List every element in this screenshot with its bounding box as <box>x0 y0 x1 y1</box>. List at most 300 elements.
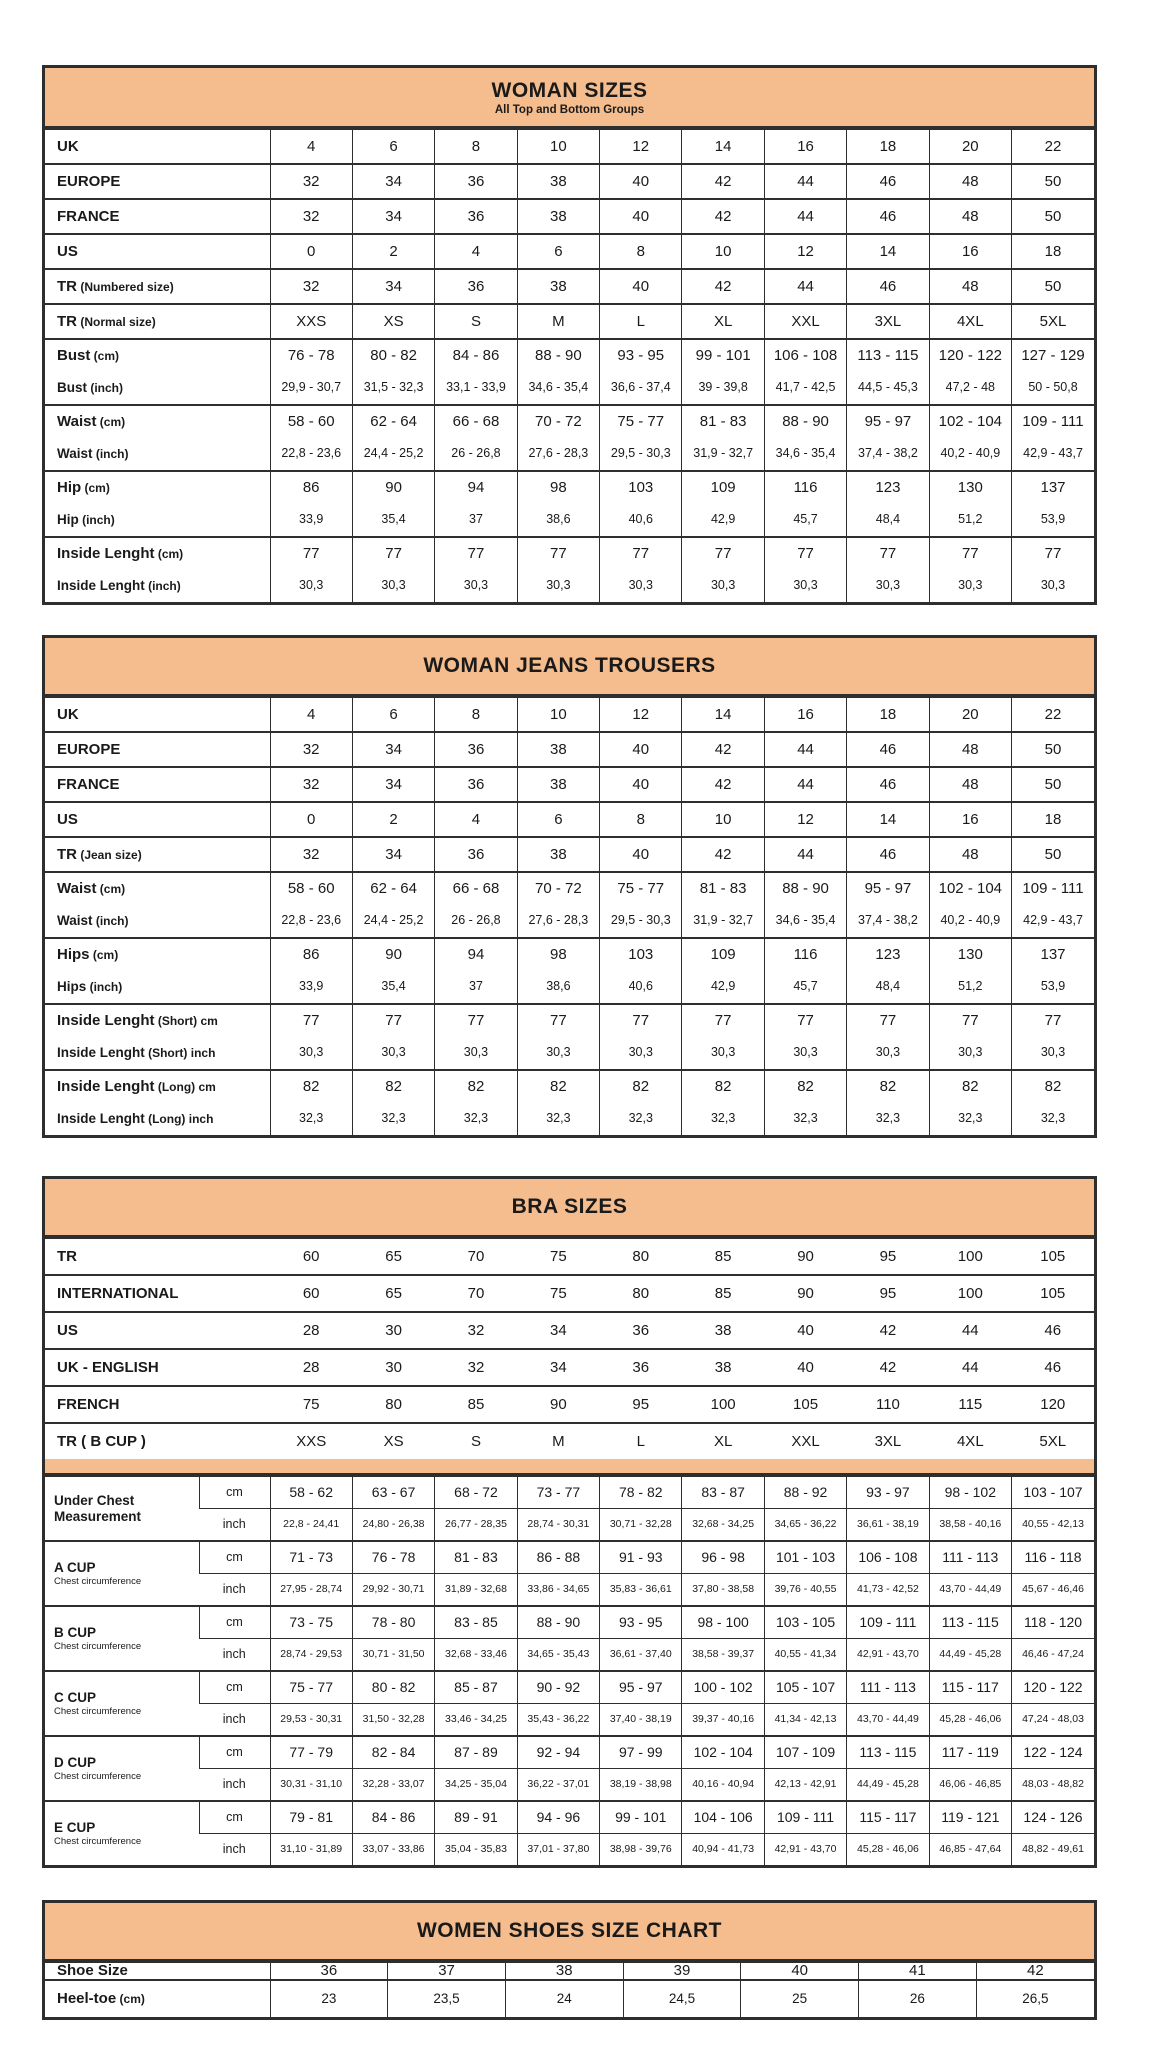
value-cell: 2 <box>352 802 434 837</box>
value-cell: 80 <box>600 1238 682 1275</box>
row-label <box>45 129 270 164</box>
value-cell: 90 - 92 <box>517 1671 599 1704</box>
value-cell: 84 - 86 <box>352 1801 434 1834</box>
value-cell: 77 <box>682 1004 764 1037</box>
value-cell: 30,71 - 32,28 <box>600 1509 682 1542</box>
value-cell: 32,3 <box>682 1103 764 1135</box>
value-cell: 40,94 - 41,73 <box>682 1834 764 1866</box>
value-cell: 25 <box>741 1980 859 2017</box>
value-cell: 130 <box>929 471 1011 504</box>
value-cell: 44,5 - 45,3 <box>847 372 929 405</box>
table-row <box>45 837 1094 872</box>
row-group <box>45 304 1094 339</box>
row-label-main: Waist <box>57 413 97 431</box>
value-cell: 71 - 73 <box>270 1541 352 1574</box>
value-cell: 111 - 113 <box>847 1671 929 1704</box>
women-shoes-header-band <box>45 1903 1094 1961</box>
value-cell: 33,9 <box>270 504 352 537</box>
row-group <box>45 1980 1094 2017</box>
row-label <box>45 697 270 732</box>
group-label-note: Chest circumference <box>54 1640 142 1652</box>
unit-cell: inch <box>199 1834 270 1866</box>
value-cell: 58 - 60 <box>270 405 352 438</box>
value-cell: 68 - 72 <box>435 1476 517 1509</box>
value-cell: 30,3 <box>517 570 599 602</box>
group-label-line: B CUP <box>54 1625 97 1641</box>
group-label-note: Chest circumference <box>54 1705 142 1717</box>
value-cell: 110 <box>847 1386 929 1423</box>
value-cell: 32 <box>270 199 352 234</box>
row-label-main: Hip <box>57 511 79 527</box>
value-cell: 86 - 88 <box>517 1541 599 1574</box>
value-cell: 50 <box>1012 164 1094 199</box>
value-cell: 14 <box>847 802 929 837</box>
value-cell: 30,3 <box>435 1037 517 1070</box>
value-cell: 28,74 - 29,53 <box>270 1639 352 1672</box>
row-label <box>45 872 270 905</box>
value-cell: 103 <box>600 938 682 971</box>
value-cell: 46 <box>847 767 929 802</box>
row-label-detail: (inch) <box>92 446 129 461</box>
value-cell: 36 <box>435 164 517 199</box>
row-label-main: Bust <box>57 347 91 365</box>
value-cell: 36,61 - 38,19 <box>847 1509 929 1542</box>
group-label-note: Chest circumference <box>54 1575 142 1587</box>
value-cell: 40 <box>741 1962 859 1980</box>
row-label-main: Hips <box>57 946 90 964</box>
value-cell: 99 - 101 <box>600 1801 682 1834</box>
value-cell: 32 <box>435 1349 517 1386</box>
row-label-main: INTERNATIONAL <box>57 1284 179 1302</box>
value-cell: 38,98 - 39,76 <box>600 1834 682 1866</box>
unit-cell: cm <box>199 1606 270 1639</box>
value-cell: XXS <box>270 304 352 339</box>
value-cell: 45,67 - 46,46 <box>1012 1574 1094 1607</box>
row-label-detail: (Short) inch <box>144 1045 216 1060</box>
table-title: WOMAN JEANS TROUSERS <box>423 654 716 677</box>
row-label <box>45 732 270 767</box>
value-cell: 30,3 <box>764 570 846 602</box>
value-cell: 38 <box>517 199 599 234</box>
row-label <box>45 339 270 372</box>
row-label-main: Inside Lenght <box>57 1110 145 1126</box>
value-cell: 26 <box>859 1980 977 2017</box>
value-cell: 38 <box>682 1312 764 1349</box>
table-row <box>45 164 1094 199</box>
value-cell: 47,24 - 48,03 <box>1012 1704 1094 1737</box>
table-row <box>45 1349 1094 1386</box>
value-cell: 36 <box>270 1962 388 1980</box>
value-cell: 83 - 85 <box>435 1606 517 1639</box>
table-row <box>45 732 1094 767</box>
table-row <box>45 372 1094 405</box>
table-row <box>45 405 1094 438</box>
value-cell: 36 <box>435 269 517 304</box>
value-cell: 40,6 <box>600 971 682 1004</box>
group-label-line: E CUP <box>54 1820 96 1836</box>
value-cell: 42 <box>682 837 764 872</box>
value-cell: XXL <box>764 304 846 339</box>
value-cell: 30,3 <box>682 1037 764 1070</box>
value-cell: 38 <box>517 164 599 199</box>
value-cell: 62 - 64 <box>352 405 434 438</box>
value-cell: 42 <box>976 1962 1094 1980</box>
value-cell: 42 <box>847 1349 929 1386</box>
value-cell: S <box>435 1423 517 1459</box>
value-cell: 4XL <box>929 304 1011 339</box>
value-cell: 100 - 102 <box>682 1671 764 1704</box>
value-cell: 30,3 <box>764 1037 846 1070</box>
row-label-main: Inside Lenght <box>57 1012 155 1030</box>
value-cell: 30,3 <box>682 570 764 602</box>
value-cell: 30 <box>352 1349 434 1386</box>
row-group <box>45 732 1094 767</box>
value-cell: 22 <box>1012 129 1094 164</box>
value-cell: 137 <box>1012 938 1094 971</box>
bra-sizes-measurement-grid <box>45 1475 1094 1865</box>
row-label <box>45 504 270 537</box>
value-cell: 102 - 104 <box>682 1736 764 1769</box>
unit-cell: inch <box>199 1509 270 1542</box>
value-cell: 5XL <box>1012 304 1094 339</box>
value-cell: 4 <box>435 234 517 269</box>
value-cell: 94 <box>435 471 517 504</box>
value-cell: 78 - 80 <box>352 1606 434 1639</box>
value-cell: 34 <box>517 1312 599 1349</box>
value-cell: 36 <box>600 1349 682 1386</box>
value-cell: 113 - 115 <box>847 339 929 372</box>
value-cell: 88 - 90 <box>764 405 846 438</box>
value-cell: 85 <box>682 1275 764 1312</box>
value-cell: 105 - 107 <box>764 1671 846 1704</box>
value-cell: 36 <box>435 767 517 802</box>
value-cell: 10 <box>517 697 599 732</box>
value-cell: 30,3 <box>929 570 1011 602</box>
value-cell: 46,46 - 47,24 <box>1012 1639 1094 1672</box>
row-group <box>45 234 1094 269</box>
value-cell: 81 - 83 <box>682 405 764 438</box>
row-label-main: US <box>57 1321 78 1339</box>
value-cell: 34,25 - 35,04 <box>435 1769 517 1802</box>
value-cell: 77 <box>352 1004 434 1037</box>
value-cell: 46 <box>847 732 929 767</box>
value-cell: 30,3 <box>1012 1037 1094 1070</box>
value-cell: 31,89 - 32,68 <box>435 1574 517 1607</box>
row-label-detail: (Short) cm <box>154 1014 218 1029</box>
row-label-main: Waist <box>57 445 93 461</box>
value-cell: 38,19 - 38,98 <box>600 1769 682 1802</box>
table-row <box>45 471 1094 504</box>
row-label <box>45 1349 270 1386</box>
value-cell: 34 <box>517 1349 599 1386</box>
value-cell: 30,3 <box>600 570 682 602</box>
value-cell: 37,4 - 38,2 <box>847 905 929 938</box>
table-title: WOMAN SIZES <box>491 78 648 102</box>
value-cell: 109 - 111 <box>1012 872 1094 905</box>
value-cell: 18 <box>1012 802 1094 837</box>
row-group <box>45 1606 1094 1671</box>
value-cell: 23 <box>270 1980 388 2017</box>
value-cell: 85 - 87 <box>435 1671 517 1704</box>
women-shoes-grid <box>45 1961 1094 2017</box>
value-cell: 50 <box>1012 837 1094 872</box>
value-cell: 41,73 - 42,52 <box>847 1574 929 1607</box>
row-group <box>45 767 1094 802</box>
row-label-main: EUROPE <box>57 740 121 758</box>
value-cell: 33,1 - 33,9 <box>435 372 517 405</box>
table-title: BRA SIZES <box>511 1195 628 1218</box>
value-cell: 38 <box>517 837 599 872</box>
value-cell: 77 <box>435 1004 517 1037</box>
value-cell: 40,2 - 40,9 <box>929 905 1011 938</box>
table-row <box>45 504 1094 537</box>
value-cell: 116 <box>764 938 846 971</box>
value-cell: 32,3 <box>270 1103 352 1135</box>
bra-sizes-table <box>42 1176 1097 1868</box>
value-cell: 95 <box>600 1386 682 1423</box>
value-cell: 109 <box>682 471 764 504</box>
value-cell: 32,3 <box>600 1103 682 1135</box>
value-cell: 31,10 - 31,89 <box>270 1834 352 1866</box>
value-cell: 66 - 68 <box>435 405 517 438</box>
value-cell: 82 <box>764 1070 846 1103</box>
value-cell: 103 <box>600 471 682 504</box>
value-cell: 42 <box>682 269 764 304</box>
row-label <box>45 372 270 405</box>
value-cell: 46 <box>847 164 929 199</box>
bra-sizes-top-grid <box>45 1237 1094 1459</box>
table-row <box>45 1769 1094 1802</box>
value-cell: 77 <box>517 537 599 570</box>
row-label <box>45 802 270 837</box>
value-cell: 77 <box>764 1004 846 1037</box>
value-cell: 42,9 <box>682 504 764 537</box>
value-cell: 60 <box>270 1275 352 1312</box>
row-label <box>45 471 270 504</box>
value-cell: 120 <box>1012 1386 1094 1423</box>
table-row <box>45 905 1094 938</box>
value-cell: S <box>435 304 517 339</box>
value-cell: 77 <box>764 537 846 570</box>
unit-cell: inch <box>199 1574 270 1607</box>
value-cell: 118 - 120 <box>1012 1606 1094 1639</box>
row-label-detail: (cm) <box>154 547 184 562</box>
value-cell: 14 <box>682 129 764 164</box>
value-cell: 75 <box>517 1275 599 1312</box>
woman-jeans-header-band <box>45 638 1094 696</box>
woman-sizes-table <box>42 65 1097 605</box>
value-cell: 34 <box>352 732 434 767</box>
value-cell: XS <box>352 304 434 339</box>
unit-cell: inch <box>199 1769 270 1802</box>
value-cell: 50 <box>1012 199 1094 234</box>
value-cell: 38,6 <box>517 504 599 537</box>
value-cell: 18 <box>847 129 929 164</box>
value-cell: 32,3 <box>847 1103 929 1135</box>
row-group <box>45 1671 1094 1736</box>
value-cell: 82 <box>270 1070 352 1103</box>
value-cell: 33,9 <box>270 971 352 1004</box>
value-cell: 99 - 101 <box>682 339 764 372</box>
value-cell: 53,9 <box>1012 971 1094 1004</box>
table-row <box>45 199 1094 234</box>
value-cell: 35,43 - 36,22 <box>517 1704 599 1737</box>
value-cell: 109 <box>682 938 764 971</box>
value-cell: 18 <box>847 697 929 732</box>
table-row <box>45 339 1094 372</box>
value-cell: 94 <box>435 938 517 971</box>
value-cell: 60 <box>270 1238 352 1275</box>
value-cell: 105 <box>764 1386 846 1423</box>
value-cell: 40 <box>600 269 682 304</box>
value-cell: 32,3 <box>1012 1103 1094 1135</box>
value-cell: 8 <box>435 697 517 732</box>
value-cell: 77 <box>682 537 764 570</box>
value-cell: 12 <box>600 129 682 164</box>
value-cell: 36,22 - 37,01 <box>517 1769 599 1802</box>
value-cell: 39,76 - 40,55 <box>764 1574 846 1607</box>
value-cell: 30,31 - 31,10 <box>270 1769 352 1802</box>
value-cell: 48 <box>929 199 1011 234</box>
value-cell: 4 <box>435 802 517 837</box>
row-label-main: Heel-toe <box>57 1989 117 2007</box>
value-cell: 44,49 - 45,28 <box>847 1769 929 1802</box>
value-cell: 26,5 <box>976 1980 1094 2017</box>
row-label-detail: (inch) <box>92 913 129 928</box>
value-cell: 80 - 82 <box>352 339 434 372</box>
value-cell: 95 - 97 <box>600 1671 682 1704</box>
row-label-detail: (cm) <box>96 415 126 430</box>
value-cell: 33,86 - 34,65 <box>517 1574 599 1607</box>
value-cell: 38,58 - 40,16 <box>929 1509 1011 1542</box>
bra-sizes-divider-band <box>45 1459 1094 1475</box>
value-cell: 32 <box>270 269 352 304</box>
value-cell: 120 - 122 <box>929 339 1011 372</box>
value-cell: 4 <box>270 697 352 732</box>
value-cell: 40 <box>600 732 682 767</box>
value-cell: 92 - 94 <box>517 1736 599 1769</box>
value-cell: 34,6 - 35,4 <box>764 438 846 471</box>
value-cell: 98 <box>517 471 599 504</box>
value-cell: 123 <box>847 938 929 971</box>
value-cell: 75 <box>517 1238 599 1275</box>
value-cell: 109 - 111 <box>847 1606 929 1639</box>
value-cell: 42 <box>682 199 764 234</box>
value-cell: 86 <box>270 938 352 971</box>
value-cell: 82 <box>600 1070 682 1103</box>
value-cell: 32,28 - 33,07 <box>352 1769 434 1802</box>
group-label-line: Under Chest <box>54 1492 135 1508</box>
value-cell: 80 <box>352 1386 434 1423</box>
value-cell: 77 <box>352 537 434 570</box>
table-row <box>45 697 1094 732</box>
value-cell: 24 <box>505 1980 623 2017</box>
table-row <box>45 1103 1094 1135</box>
value-cell: 40 <box>764 1349 846 1386</box>
value-cell: 30,71 - 31,50 <box>352 1639 434 1672</box>
row-label <box>45 1312 270 1349</box>
unit-cell: cm <box>199 1801 270 1834</box>
row-label-main: Hips <box>57 978 87 994</box>
row-label-main: Waist <box>57 880 97 898</box>
value-cell: 32,3 <box>764 1103 846 1135</box>
value-cell: 95 - 97 <box>847 405 929 438</box>
row-label-main: TR ( B CUP ) <box>57 1432 146 1450</box>
group-label <box>45 1476 199 1541</box>
row-label-main: UK <box>57 137 79 155</box>
value-cell: 4 <box>270 129 352 164</box>
value-cell: M <box>517 1423 599 1459</box>
value-cell: 39 <box>623 1962 741 1980</box>
value-cell: 22,8 - 23,6 <box>270 905 352 938</box>
value-cell: 30,3 <box>435 570 517 602</box>
table-row <box>45 1070 1094 1103</box>
value-cell: 77 <box>600 1004 682 1037</box>
value-cell: 12 <box>600 697 682 732</box>
value-cell: 2 <box>352 234 434 269</box>
row-group <box>45 1423 1094 1459</box>
table-subtitle: All Top and Bottom Groups <box>494 103 645 116</box>
value-cell: 40,2 - 40,9 <box>929 438 1011 471</box>
row-group <box>45 1476 1094 1541</box>
value-cell: 36 <box>435 732 517 767</box>
value-cell: 77 <box>929 537 1011 570</box>
value-cell: 65 <box>352 1238 434 1275</box>
value-cell: 46 <box>847 837 929 872</box>
row-label <box>45 438 270 471</box>
value-cell: 137 <box>1012 471 1094 504</box>
value-cell: 43,70 - 44,49 <box>929 1574 1011 1607</box>
value-cell: 34,6 - 35,4 <box>517 372 599 405</box>
row-label-main: FRANCE <box>57 775 120 793</box>
row-label <box>45 199 270 234</box>
value-cell: 102 - 104 <box>929 405 1011 438</box>
row-group <box>45 471 1094 537</box>
value-cell: 16 <box>764 697 846 732</box>
value-cell: 47,2 - 48 <box>929 372 1011 405</box>
value-cell: 44 <box>764 164 846 199</box>
value-cell: 48 <box>929 837 1011 872</box>
value-cell: 30,3 <box>847 570 929 602</box>
value-cell: 77 <box>1012 1004 1094 1037</box>
value-cell: 22,8 - 23,6 <box>270 438 352 471</box>
row-label-main: FRENCH <box>57 1395 120 1413</box>
value-cell: 34,65 - 36,22 <box>764 1509 846 1542</box>
value-cell: 48 <box>929 164 1011 199</box>
value-cell: 111 - 113 <box>929 1541 1011 1574</box>
value-cell: 37 <box>388 1962 506 1980</box>
table-row <box>45 1736 1094 1769</box>
value-cell: 84 - 86 <box>435 339 517 372</box>
value-cell: 34,6 - 35,4 <box>764 905 846 938</box>
value-cell: 46 <box>847 269 929 304</box>
value-cell: 77 <box>847 537 929 570</box>
value-cell: 32 <box>435 1312 517 1349</box>
value-cell: 36,6 - 37,4 <box>600 372 682 405</box>
value-cell: 40,55 - 42,13 <box>1012 1509 1094 1542</box>
value-cell: 42 <box>682 767 764 802</box>
row-label <box>45 1275 270 1312</box>
unit-cell: inch <box>199 1704 270 1737</box>
value-cell: 14 <box>682 697 764 732</box>
row-label-main: UK <box>57 705 79 723</box>
value-cell: XXS <box>270 1423 352 1459</box>
row-label <box>45 164 270 199</box>
value-cell: 95 <box>847 1275 929 1312</box>
value-cell: 0 <box>270 234 352 269</box>
value-cell: 28 <box>270 1349 352 1386</box>
table-row <box>45 1004 1094 1037</box>
